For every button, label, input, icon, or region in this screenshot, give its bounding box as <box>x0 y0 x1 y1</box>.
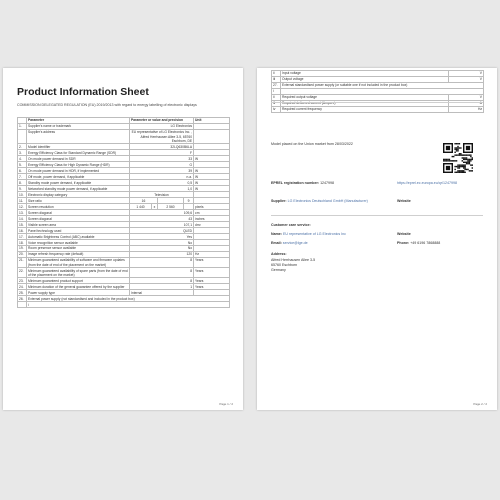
parameter-cell: Size ratio <box>27 198 130 204</box>
parameter-cell: Energy Efficiency Class for Standard Dynamic Range (SDR) <box>27 150 130 156</box>
website-label: Website <box>397 199 411 203</box>
value-cell: 33 <box>130 156 194 162</box>
parameter-cell: Minimum guaranteed availability of spare parts (from the date of end of the placement on the market) <box>28 268 128 277</box>
value-cell: n.a. <box>130 174 194 180</box>
unit-cell: W <box>194 156 230 162</box>
separator-cell: x <box>152 204 158 210</box>
table-row <box>18 268 230 278</box>
value-cell: 43 <box>130 216 194 222</box>
row-number: iii <box>272 100 281 106</box>
row-number <box>18 302 27 308</box>
row-number: 2. <box>18 144 27 150</box>
email-label: Email: <box>271 241 282 245</box>
row-number: ii <box>272 71 281 77</box>
value-cell: 1 440 <box>130 204 152 210</box>
parameter-cell: Image refresh frequency rate (default) <box>27 252 130 258</box>
value-cell: LG Electronics <box>130 123 194 129</box>
table-row <box>18 129 230 143</box>
supplier-name[interactable]: LG Electronics Deutschland GmbH (Manufacturer) <box>287 199 368 203</box>
row-number: iii <box>272 76 281 82</box>
parameter-cell: Voice recognition sensor available <box>27 240 130 246</box>
value-cell: 9 <box>184 198 194 204</box>
header-unit: Unit <box>194 118 230 124</box>
parameter-cell: Visible screen area <box>27 222 130 228</box>
row-number: 13. <box>18 210 27 216</box>
value-cell: 2 560 <box>158 204 184 210</box>
row-number: 15. <box>18 222 27 228</box>
parameter-cell: Required current frequency <box>281 106 449 112</box>
value-cell: EU representative of LG Electronics Inc. , Alfred Herrhausen Allee 3-5, 65760 Eschborn, DE <box>130 129 194 143</box>
row-number: 3. <box>18 150 27 156</box>
unit-cell: W <box>194 174 230 180</box>
supplier-label: Supplier: <box>271 199 287 203</box>
unit-cell: A <box>449 100 484 106</box>
value-cell: 1 <box>130 284 194 290</box>
value-cell: Television <box>130 192 194 198</box>
value-cell: 107,1 <box>130 222 194 228</box>
table-row <box>18 302 230 308</box>
header-parameter: Parameter <box>27 118 130 124</box>
address-block <box>271 258 315 272</box>
value-cell: 16 <box>130 198 158 204</box>
row-number: 23. <box>18 278 27 284</box>
page-number: Page 2 / 2 <box>473 402 487 406</box>
unit-cell: inches <box>194 216 230 222</box>
parameter-cell: Screen resolution <box>27 204 130 210</box>
parameter-cell: Minimum guaranteed availability of software and firmware updates (from the date of end of the placement on the market) <box>27 258 130 268</box>
value-cell: 8 <box>130 278 194 284</box>
phone-row <box>397 241 440 246</box>
parameter-cell: Output voltage <box>281 76 449 82</box>
unit-cell: W <box>194 168 230 174</box>
row-number: 25. <box>18 290 27 296</box>
parameter-cell: On mode power demand in HDR, if implemented <box>27 168 130 174</box>
value-cell: 32LQ630B6LA <box>130 144 194 150</box>
row-number: 26. <box>18 296 27 302</box>
supplier-row <box>271 199 391 204</box>
value-cell: F <box>130 150 194 156</box>
power-supply-table <box>271 70 484 113</box>
parameter-cell: Supplier's address <box>27 129 130 143</box>
row-number: 6. <box>18 168 27 174</box>
unit-cell: cm <box>194 210 230 216</box>
value-cell: 8 <box>130 268 194 278</box>
regulation-subtitle: COMMISSION DELEGATED REGULATION (EU) 2019/2013 with regard to energy labelling of electronic displays <box>17 103 197 107</box>
market-placement-text: Model placed on the Union market from 28/03/2022 <box>271 142 353 146</box>
unit-cell: W <box>194 180 230 186</box>
row-number: 4. <box>18 156 27 162</box>
unit-cell: V <box>449 76 484 82</box>
parameter-cell: Standby mode power demand, if applicable <box>27 180 130 186</box>
address-line: 65760 Eschborn <box>271 262 298 267</box>
value-cell: Internal <box>130 290 194 296</box>
phone-label: Phone: <box>397 241 410 245</box>
unit-cell: W <box>194 186 230 192</box>
page-number: Page 1 / 2 <box>219 402 233 406</box>
parameter-cell: Panel technology used <box>27 228 130 234</box>
parameter-cell: External standardised power supply (or suitable one if not included in the product box) <box>281 82 484 88</box>
unit-cell: Years <box>194 268 230 278</box>
parameter-cell: Energy Efficiency Class for High Dynamic Range (HDR) <box>27 162 130 168</box>
row-number: 18. <box>18 240 27 246</box>
parameter-cell: Off mode, power demand, if applicable <box>27 174 130 180</box>
unit-cell: Years <box>194 278 230 284</box>
row-number: iv <box>272 106 281 112</box>
eprel-label: EPREL registration number: <box>271 181 320 185</box>
value-cell: Yes <box>130 234 194 240</box>
eprel-link[interactable]: https://eprel.ec.europa.eu/qr/1247998 <box>397 181 457 185</box>
eprel-number: 1247998 <box>320 181 335 185</box>
table-row <box>18 258 230 268</box>
row-number: 1. <box>18 123 27 129</box>
address-line: Germany <box>271 267 286 272</box>
document-page-2 <box>257 68 497 410</box>
row-number: 9. <box>18 186 27 192</box>
row-number: i <box>272 88 281 94</box>
value-cell: QLED <box>130 228 194 234</box>
row-number: 22. <box>18 268 27 278</box>
parameter-cell: Screen diagonal <box>27 210 130 216</box>
row-number: 10. <box>18 192 27 198</box>
email-link[interactable]: service@lge.de <box>282 241 308 245</box>
value-cell: 8 <box>130 258 194 268</box>
parameter-cell: Model identifier <box>27 144 130 150</box>
parameter-cell: Room presence sensor available <box>27 246 130 252</box>
row-number: 21. <box>18 258 27 268</box>
qr-code-icon <box>443 143 473 173</box>
customer-care-label: Customer care service: <box>271 223 311 227</box>
row-number: 14. <box>18 216 27 222</box>
parameter-cell: Electronic display category <box>27 192 130 198</box>
row-number: 8. <box>18 180 27 186</box>
parameter-cell: Minimum duration of the general guarantee offered by the supplier <box>27 284 130 290</box>
row-number: 19. <box>18 246 27 252</box>
unit-cell: V <box>449 94 484 100</box>
eprel-row <box>271 181 334 186</box>
unit-cell: V <box>449 71 484 77</box>
value-cell: 120 <box>130 252 194 258</box>
row-number: 16. <box>18 228 27 234</box>
document-page-1 <box>3 68 243 410</box>
name-label: Name: <box>271 232 282 236</box>
unit-cell: Years <box>194 284 230 290</box>
row-number: 20. <box>18 252 27 258</box>
unit-cell: Hz <box>194 252 230 258</box>
value-cell: 39 <box>130 168 194 174</box>
value-cell: G <box>130 162 194 168</box>
parameter-cell: Screen diagonal <box>27 216 130 222</box>
parameter-cell: Power supply type <box>27 290 130 296</box>
row-number: 7. <box>18 174 27 180</box>
unit-cell <box>194 129 230 143</box>
unit-cell: Hz <box>449 106 484 112</box>
parameter-cell: Supplier's name or trademark <box>27 123 130 129</box>
value-cell: No <box>130 240 194 246</box>
parameter-cell: Required output voltage <box>281 94 449 100</box>
customer-name-row <box>271 232 346 237</box>
unit-cell: dm² <box>194 222 230 228</box>
phone-number: +49 6196 7868888 <box>410 241 441 245</box>
parameter-cell: Required delivered current (Ampere) <box>281 100 449 106</box>
header-value: Parameter or value and precision <box>130 118 194 124</box>
address-label: Address: <box>271 252 287 256</box>
unit-cell: pixels <box>194 204 230 210</box>
row-number <box>18 129 27 143</box>
parameter-cell: On mode power demand in SDR <box>27 156 130 162</box>
page-title: Product Information Sheet <box>17 86 149 98</box>
divider <box>271 215 483 216</box>
parameter-cell: Automatic Brightness Control (ABC) available <box>27 234 130 240</box>
parameter-cell: Input voltage <box>281 71 449 77</box>
parameter-cell: Minimum guaranteed product support <box>27 278 130 284</box>
product-info-table <box>17 117 230 308</box>
parameter-cell: i <box>27 302 230 308</box>
table-row <box>272 106 484 112</box>
row-number: ii <box>272 94 281 100</box>
unit-cell: Years <box>194 258 230 268</box>
row-number: 12. <box>18 204 27 210</box>
divider <box>271 102 483 103</box>
table-row <box>18 284 230 290</box>
customer-name[interactable]: EU representative of LG Electronics Inc <box>283 232 346 236</box>
value-cell: 109,6 <box>130 210 194 216</box>
value-cell: No <box>130 246 194 252</box>
row-number: 27. <box>272 82 281 88</box>
parameter-cell: Networked standby mode power demand, if applicable <box>27 186 130 192</box>
row-number: 17. <box>18 234 27 240</box>
address-line: Alfred Herrhausen Allee 3-5 <box>271 258 316 262</box>
email-row <box>271 241 308 246</box>
website-label-2: Website <box>397 232 411 236</box>
value-cell: 0,5 <box>130 180 194 186</box>
row-number: 5. <box>18 162 27 168</box>
parameter-cell: External power supply (not standardised and included in the product box) <box>27 296 230 302</box>
row-number: 24. <box>18 284 27 290</box>
value-cell: 1,0 <box>130 186 194 192</box>
row-number: 11. <box>18 198 27 204</box>
